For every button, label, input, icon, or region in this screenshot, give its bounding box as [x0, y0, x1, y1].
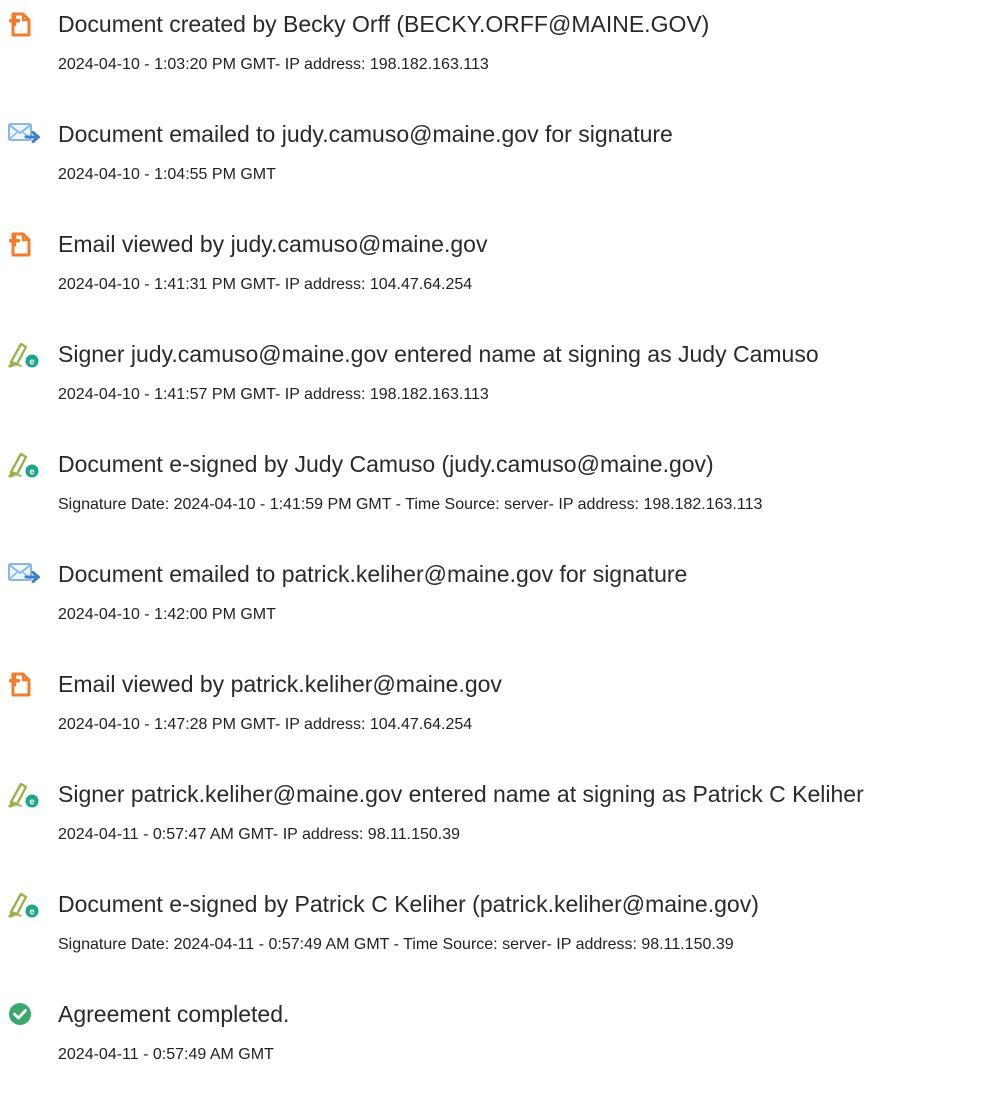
event-timestamp: 2024-04-11 - 0:57:49 AM GMT: [58, 1046, 274, 1063]
event-title: Document emailed to judy.camuso@maine.gov for signature: [58, 121, 673, 147]
svg-text:e: e: [29, 466, 35, 478]
event-timestamp: 2024-04-11 - 0:57:47 AM GMT- IP address: 98.11.150.39: [58, 826, 461, 843]
event-title: Document emailed to patrick.keliher@maine.gov for signature: [58, 561, 688, 587]
event-timestamp: 2024-04-10 - 1:42:00 PM GMT: [58, 606, 276, 623]
document-viewed-icon: [8, 230, 42, 258]
email-sent-icon: [8, 560, 42, 588]
audit-history-list: [8, 6, 999, 1106]
history-event: [8, 6, 999, 116]
event-title: Agreement completed.: [58, 1001, 290, 1027]
email-sent-icon: [8, 120, 42, 148]
event-title: Document e-signed by Judy Camuso (judy.camuso@maine.gov): [58, 451, 714, 477]
event-timestamp: 2024-04-10 - 1:04:55 PM GMT: [58, 166, 276, 183]
document-viewed-icon: [8, 670, 42, 698]
history-event: [8, 556, 999, 666]
history-event: [8, 116, 999, 226]
event-timestamp: 2024-04-10 - 1:41:31 PM GMT- IP address: 104.47.64.254: [58, 276, 473, 293]
event-timestamp: Signature Date: 2024-04-11 - 0:57:49 AM GMT - Time Source: server- IP address: 98.11.150.39: [58, 936, 734, 953]
event-timestamp: 2024-04-10 - 1:47:28 PM GMT- IP address: 104.47.64.254: [58, 716, 473, 733]
history-event: [8, 776, 999, 886]
event-timestamp: 2024-04-10 - 1:41:57 PM GMT- IP address: 198.182.163.113: [58, 386, 489, 403]
event-title: Signer judy.camuso@maine.gov entered name at signing as Judy Camuso: [58, 341, 819, 367]
event-timestamp: Signature Date: 2024-04-10 - 1:41:59 PM GMT - Time Source: server- IP address: 198.182.163.113: [58, 496, 763, 513]
signature-pen-icon: [8, 340, 42, 368]
signature-pen-icon: [8, 780, 42, 808]
svg-text:e: e: [29, 796, 35, 808]
history-event: [8, 886, 999, 996]
event-title: Document created by Becky Orff (BECKY.ORFF@MAINE.GOV): [58, 11, 710, 37]
history-event: [8, 996, 999, 1106]
event-title: Signer patrick.keliher@maine.gov entered name at signing as Patrick C Keliher: [58, 781, 864, 807]
history-event: [8, 226, 999, 336]
event-title: Document e-signed by Patrick C Keliher (patrick.keliher@maine.gov): [58, 891, 759, 917]
document-created-icon: [8, 10, 42, 38]
svg-text:e: e: [29, 356, 35, 368]
history-event: [8, 666, 999, 776]
svg-text:e: e: [29, 906, 35, 918]
history-event: [8, 446, 999, 556]
signature-pen-icon: [8, 450, 42, 478]
event-title: Email viewed by judy.camuso@maine.gov: [58, 231, 488, 257]
event-title: Email viewed by patrick.keliher@maine.gov: [58, 671, 502, 697]
signature-pen-icon: [8, 890, 42, 918]
event-timestamp: 2024-04-10 - 1:03:20 PM GMT- IP address: 198.182.163.113: [58, 56, 489, 73]
history-event: [8, 336, 999, 446]
checkmark-circle-icon: [8, 1000, 42, 1028]
